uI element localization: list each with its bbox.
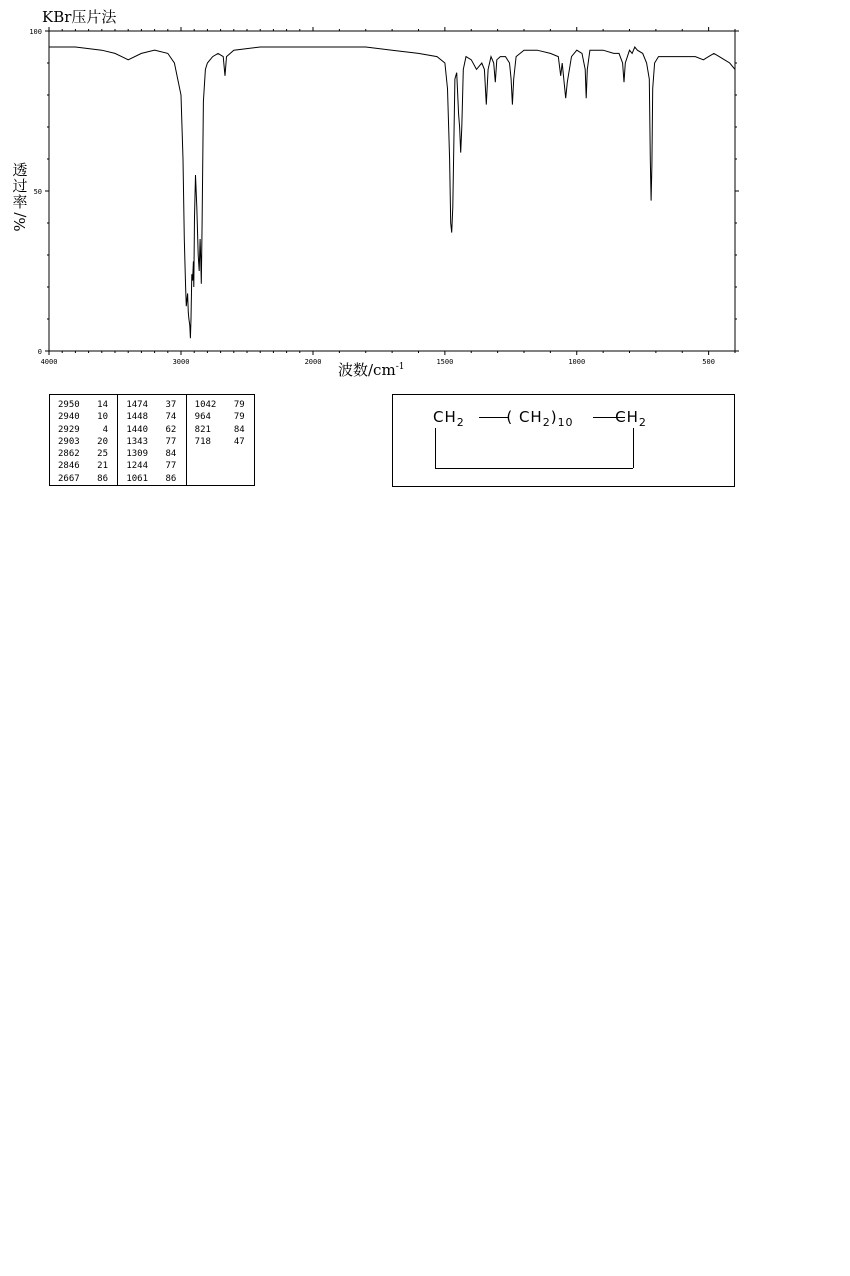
peak-wavenumber: 1440 — [126, 424, 149, 435]
peak-row — [126, 473, 185, 485]
x-axis-label — [338, 359, 404, 380]
peak-transmittance: 62 — [165, 424, 177, 435]
peak-column — [187, 395, 254, 485]
peak-table — [49, 394, 255, 486]
peak-row — [195, 411, 254, 423]
peak-wavenumber: 2903 — [58, 436, 80, 447]
peak-wavenumber: 2846 — [58, 461, 80, 472]
peak-transmittance: 84 — [233, 424, 245, 435]
peak-wavenumber: 1042 — [194, 400, 217, 410]
peak-row — [58, 424, 117, 436]
ring-bond-right — [633, 428, 634, 468]
y-axis-label-unit: %/ — [11, 212, 29, 232]
method-label: KBr压片法 — [42, 8, 117, 26]
peak-transmittance: 86 — [97, 473, 108, 484]
structure-middle-close: ) — [550, 408, 558, 426]
peak-transmittance: 20 — [97, 436, 108, 447]
bond-left — [479, 417, 509, 418]
peak-transmittance: 84 — [165, 449, 177, 460]
peak-wavenumber: 964 — [194, 412, 211, 423]
structure-box — [392, 394, 735, 487]
x-tick-label: 500 — [702, 358, 715, 366]
peak-row — [58, 411, 117, 423]
peak-transmittance: 74 — [165, 412, 177, 423]
peak-transmittance: 4 — [102, 424, 108, 435]
y-tick-label: 0 — [37, 348, 42, 356]
peak-row — [58, 473, 117, 485]
peak-row — [58, 460, 117, 472]
peak-row — [58, 448, 117, 460]
ring-bond-left — [435, 428, 436, 468]
peak-transmittance: 10 — [97, 412, 108, 423]
peak-transmittance: 86 — [165, 473, 177, 484]
peak-wavenumber: 1061 — [126, 473, 149, 484]
structure-right-sub: 2 — [638, 416, 647, 429]
x-tick-label: 1500 — [436, 358, 454, 366]
plot-frame — [49, 31, 735, 351]
peak-wavenumber: 1343 — [126, 436, 149, 447]
peak-wavenumber: 1244 — [126, 461, 149, 472]
x-tick-label: 2000 — [304, 358, 322, 366]
peak-column — [50, 395, 118, 485]
peak-transmittance: 25 — [97, 449, 108, 460]
peak-wavenumber: 1309 — [126, 449, 149, 460]
structure-left-group: CH — [433, 408, 457, 426]
x-axis-label-text: 波数/cm — [338, 361, 396, 379]
peak-wavenumber: 821 — [194, 424, 211, 435]
bond-right — [593, 417, 625, 418]
x-tick-label: 1000 — [568, 358, 586, 366]
peak-transmittance: 79 — [233, 412, 245, 423]
peak-row — [126, 411, 185, 423]
peak-column — [118, 395, 186, 485]
peak-wavenumber: 718 — [194, 436, 211, 447]
peak-transmittance: 77 — [165, 436, 177, 447]
y-tick-label: 50 — [33, 188, 42, 196]
peak-transmittance: 77 — [165, 461, 177, 472]
structure-right-group: CH — [615, 408, 639, 426]
peak-row — [126, 436, 185, 448]
structure-middle-open: ( CH — [506, 408, 543, 426]
ring-bond-bottom — [435, 468, 633, 469]
peak-wavenumber: 2667 — [58, 473, 80, 484]
x-tick-label: 3000 — [172, 358, 190, 366]
x-axis-label-exponent: -1 — [395, 362, 405, 372]
spectrum-trace — [49, 47, 735, 338]
peak-transmittance: 14 — [97, 400, 108, 410]
peak-transmittance: 37 — [165, 400, 177, 410]
peak-transmittance: 79 — [233, 400, 245, 410]
peak-wavenumber: 2940 — [58, 412, 80, 423]
structure-left-sub: 2 — [456, 416, 465, 429]
peak-row — [126, 460, 185, 472]
peak-row — [195, 424, 254, 436]
peak-row — [58, 399, 117, 411]
peak-row — [195, 399, 254, 411]
x-tick-label: 4000 — [40, 358, 58, 366]
peak-transmittance: 47 — [233, 436, 245, 447]
structure-repeat: 10 — [557, 416, 574, 429]
structure-formula — [433, 408, 647, 429]
y-axis-label-text: 透过率 — [12, 161, 28, 211]
peak-row — [126, 448, 185, 460]
peak-row — [195, 436, 254, 448]
peak-row — [126, 424, 185, 436]
peak-wavenumber: 1448 — [126, 412, 149, 423]
peak-row — [58, 436, 117, 448]
y-axis-label — [10, 162, 30, 230]
peak-wavenumber: 2862 — [58, 449, 80, 460]
peak-wavenumber: 1474 — [126, 400, 149, 410]
peak-transmittance: 21 — [97, 461, 108, 472]
structure-middle-sub: 2 — [542, 416, 551, 429]
peak-row — [126, 399, 185, 411]
peak-wavenumber: 2950 — [58, 400, 80, 410]
ir-spectrum-chart — [0, 0, 850, 380]
peak-wavenumber: 2929 — [58, 424, 80, 435]
y-tick-label: 100 — [29, 28, 42, 36]
